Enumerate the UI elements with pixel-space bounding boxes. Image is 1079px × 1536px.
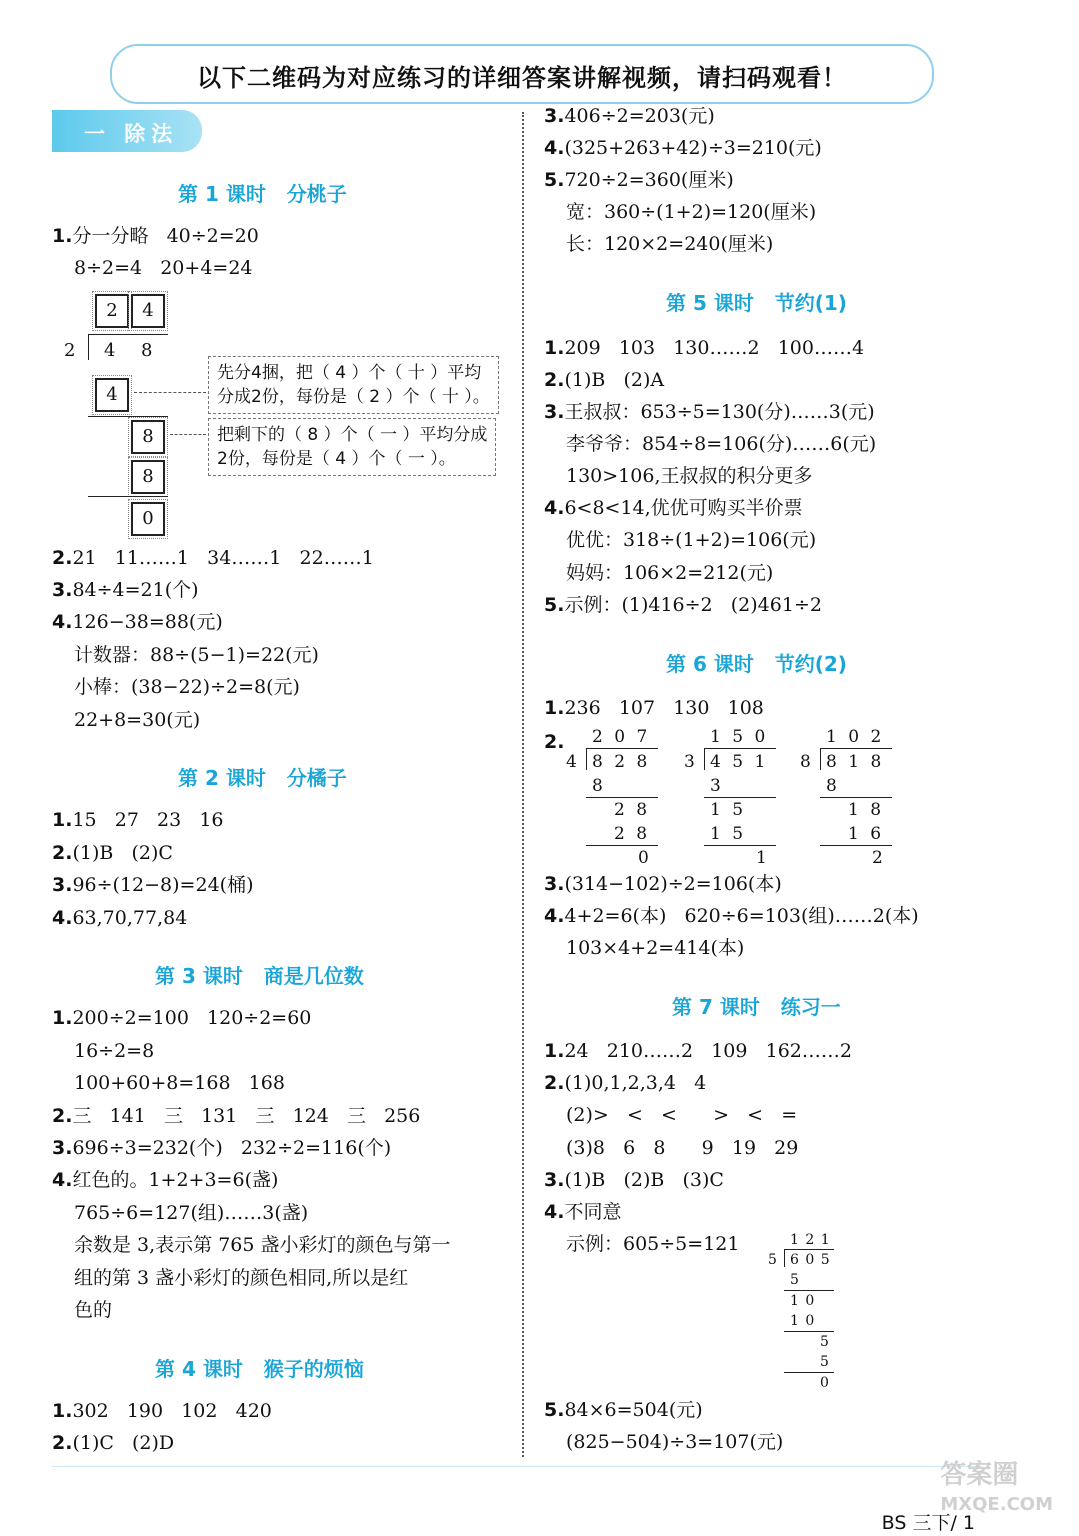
l7-q1: 1.24 210……2 109 162……2 xyxy=(544,1040,852,1062)
video-banner xyxy=(110,44,934,104)
l6-q4: 4.4+2=6(本) 620÷6=103(组)……2(本) xyxy=(544,905,919,927)
ld1-row4: 0 xyxy=(638,848,652,868)
step-product-2: 8 xyxy=(131,460,165,494)
connector-1 xyxy=(134,392,206,393)
l4-q2: 2.(1)C (2)D xyxy=(52,1432,175,1454)
step-line-2 xyxy=(88,496,168,497)
l2-q2: 2.(1)B (2)C xyxy=(52,842,173,864)
divisor: 2 xyxy=(64,340,76,361)
ld3-row3: 1 6 xyxy=(848,824,885,844)
watermark-logo xyxy=(940,1460,1053,1520)
l3-q1: 1.200÷2=100 120÷2=60 xyxy=(52,1007,312,1029)
final-remainder: 0 xyxy=(131,502,165,536)
l5-q5: 5.示例：(1)416÷2 (2)461÷2 xyxy=(544,594,822,616)
ld1-row1: 8 xyxy=(592,776,606,796)
ld4-row1: 5 xyxy=(790,1272,800,1288)
l7-q4-line2: 示例：605÷5=121 xyxy=(566,1233,740,1255)
ld2-divisor: 3 xyxy=(684,752,698,772)
l5-q3: 3.王叔叔：653÷5=130(分)……3(元) xyxy=(544,401,875,423)
ld4-row4: 5 xyxy=(820,1334,830,1350)
step-product-1: 4 xyxy=(95,378,129,412)
division-bracket xyxy=(88,334,89,360)
l3-q1-line3: 100+60+8=168 168 xyxy=(74,1072,285,1094)
l5-q1: 1.209 103 130……2 100……4 xyxy=(544,337,865,359)
l7-q5: 5.84×6=504(元) xyxy=(544,1399,703,1421)
column-divider xyxy=(522,112,524,1457)
l3-q4-line5: 色的 xyxy=(74,1299,113,1321)
dividend-digit-1: 4 xyxy=(104,340,116,361)
l2-q1: 1.15 27 23 16 xyxy=(52,809,224,831)
l1-q1-line2: 8÷2=4 20+4=24 xyxy=(74,257,253,279)
r-q5-line2: 宽：360÷(1+2)=120(厘米) xyxy=(566,201,817,223)
l7-q2-line2: (2)> < < > < = xyxy=(566,1104,798,1126)
quotient-digit-2: 4 xyxy=(131,294,165,328)
l6-q2-label: 2. xyxy=(544,731,565,753)
l4-q1: 1.302 190 102 420 xyxy=(52,1400,272,1422)
ld2-row3: 1 5 xyxy=(710,824,747,844)
l5-q4-line2: 优优：318÷(1+2)=106(元) xyxy=(566,529,817,551)
watermark-line2: MXQE.COM xyxy=(940,1494,1053,1515)
ld1-bar xyxy=(586,748,658,749)
l6-q1: 1.236 107 130 108 xyxy=(544,697,764,719)
ld3-bar xyxy=(820,748,892,749)
ld4-row6: 0 xyxy=(820,1375,830,1391)
l7-q4: 4.不同意 xyxy=(544,1201,622,1223)
l7-q5-line2: (825−504)÷3=107(元) xyxy=(566,1431,784,1453)
ld4-quotient: 1 2 1 xyxy=(790,1232,831,1248)
ld3-bracket xyxy=(820,748,821,770)
l3-q3: 3.696÷3=232(个) 232÷2=116(个) xyxy=(52,1137,392,1159)
watermark-line1: 答案圈 xyxy=(940,1460,1019,1490)
ld4-bracket xyxy=(784,1249,785,1267)
lesson-6-title: 第 6 课时 节约(2) xyxy=(666,652,847,676)
ld1-quotient: 2 0 7 xyxy=(592,727,651,747)
l1-q1: 1.分一分略 40÷2=20 xyxy=(52,225,259,247)
l7-q2-line3: (3)8 6 8 9 19 29 xyxy=(566,1137,799,1159)
division-bar xyxy=(88,334,168,335)
lesson-3-title: 第 3 课时 商是几位数 xyxy=(155,964,364,988)
ld2-row4: 1 xyxy=(756,848,770,868)
ld2-bar xyxy=(704,748,776,749)
step-remainder-1: 8 xyxy=(131,420,165,454)
l2-q3: 3.96÷(12−8)=24(桶) xyxy=(52,874,254,896)
l3-q2: 2.三 141 三 131 三 124 三 256 xyxy=(52,1105,421,1127)
r-q5: 5.720÷2=360(厘米) xyxy=(544,169,734,191)
ld2-dividend: 4 5 1 xyxy=(710,752,769,772)
ld2-row2: 1 5 xyxy=(710,800,747,820)
lesson-7-title: 第 7 课时 练习一 xyxy=(672,995,841,1019)
l1-q4-line2: 计数器：88÷(5−1)=22(元) xyxy=(74,644,319,666)
l1-q2: 2.21 11……1 34……1 22……1 xyxy=(52,547,374,569)
l5-q3-line3: 130>106,王叔叔的积分更多 xyxy=(566,465,813,487)
ld3-row2: 1 8 xyxy=(848,800,885,820)
footer-rule xyxy=(52,1466,982,1467)
r-q5-line3: 长：120×2=240(厘米) xyxy=(566,233,774,255)
ld2-bracket xyxy=(704,748,705,770)
ld3-quotient: 1 0 2 xyxy=(826,727,885,747)
lesson-5-title: 第 5 课时 节约(1) xyxy=(666,291,847,315)
l6-q4-line2: 103×4+2=414(本) xyxy=(566,937,745,959)
explanation-note-1: 先分4捆，把（ 4 ）个（ 十 ）平均 分成2份，每份是（ 2 ）个（ 十 ）。 xyxy=(208,356,499,414)
r-q3: 3.406÷2=203(元) xyxy=(544,105,715,127)
l3-q4-line3: 余数是 3,表示第 765 盏小彩灯的颜色与第一 xyxy=(74,1234,451,1256)
l3-q1-line2: 16÷2=8 xyxy=(74,1040,155,1062)
ld2-quotient: 1 5 0 xyxy=(710,727,769,747)
l7-q2: 2.(1)0,1,2,3,4 4 xyxy=(544,1072,707,1094)
l5-q2: 2.(1)B (2)A xyxy=(544,369,665,391)
ld4-row5: 5 xyxy=(820,1354,830,1370)
ld1-row2: 2 8 xyxy=(614,800,651,820)
quotient-digit-1: 2 xyxy=(95,294,129,328)
l3-q4-line4: 组的第 3 盏小彩灯的颜色相同,所以是红 xyxy=(74,1267,409,1289)
ld3-dividend: 8 1 8 xyxy=(826,752,885,772)
l6-q3: 3.(314−102)÷2=106(本) xyxy=(544,873,782,895)
l1-q4-line4: 22+8=30(元) xyxy=(74,709,201,731)
explanation-note-2: 把剩下的（ 8 ）个（ 一 ）平均分成 2份，每份是（ 4 ）个（ 一 ）。 xyxy=(208,418,496,476)
page-footer: BS 三下/ 1 xyxy=(881,1512,975,1534)
l5-q4: 4.6<8<14,优优可购买半价票 xyxy=(544,497,803,519)
l2-q4: 4.63,70,77,84 xyxy=(52,907,188,929)
l7-q3: 3.(1)B (2)B (3)C xyxy=(544,1169,724,1191)
ld1-row3: 2 8 xyxy=(614,824,651,844)
l5-q3-line2: 李爷爷：854÷8=106(分)……6(元) xyxy=(566,433,877,455)
ld4-dividend: 6 0 5 xyxy=(790,1252,831,1268)
l1-q4: 4.126−38=88(元) xyxy=(52,611,223,633)
ld3-row4: 2 xyxy=(872,848,886,868)
ld1-dividend: 8 2 8 xyxy=(592,752,651,772)
connector-2 xyxy=(170,434,206,435)
l3-q4: 4.红色的。1+2+3=6(盏) xyxy=(52,1169,279,1191)
lesson-4-title: 第 4 课时 猴子的烦恼 xyxy=(155,1357,364,1381)
l1-q4-line3: 小棒：(38−22)÷2=8(元) xyxy=(74,676,300,698)
ld3-divisor: 8 xyxy=(800,752,814,772)
r-q4: 4.(325+263+42)÷3=210(元) xyxy=(544,137,822,159)
unit-heading xyxy=(52,110,202,152)
ld4-row3: 1 0 xyxy=(790,1313,816,1329)
ld1-divisor: 4 xyxy=(566,752,580,772)
banner-text: 以下二维码为对应练习的详细答案讲解视频，请扫码观看！ xyxy=(197,64,847,92)
lesson-2-title: 第 2 课时 分橘子 xyxy=(178,766,347,790)
dividend-digit-2: 8 xyxy=(141,340,153,361)
l1-q3: 3.84÷4=21(个) xyxy=(52,579,199,601)
ld4-divisor: 5 xyxy=(768,1252,778,1268)
ld2-row1: 3 xyxy=(710,776,724,796)
l5-q4-line3: 妈妈：106×2=212(元) xyxy=(566,562,774,584)
unit-title: 一 除法 xyxy=(84,122,179,146)
step-line-1 xyxy=(88,416,168,417)
ld4-row2: 1 0 xyxy=(790,1293,816,1309)
ld1-bracket xyxy=(586,748,587,770)
l3-q4-line2: 765÷6=127(组)……3(盏) xyxy=(74,1202,309,1224)
ld3-row1: 8 xyxy=(826,776,840,796)
lesson-1-title: 第 1 课时 分桃子 xyxy=(178,182,347,206)
